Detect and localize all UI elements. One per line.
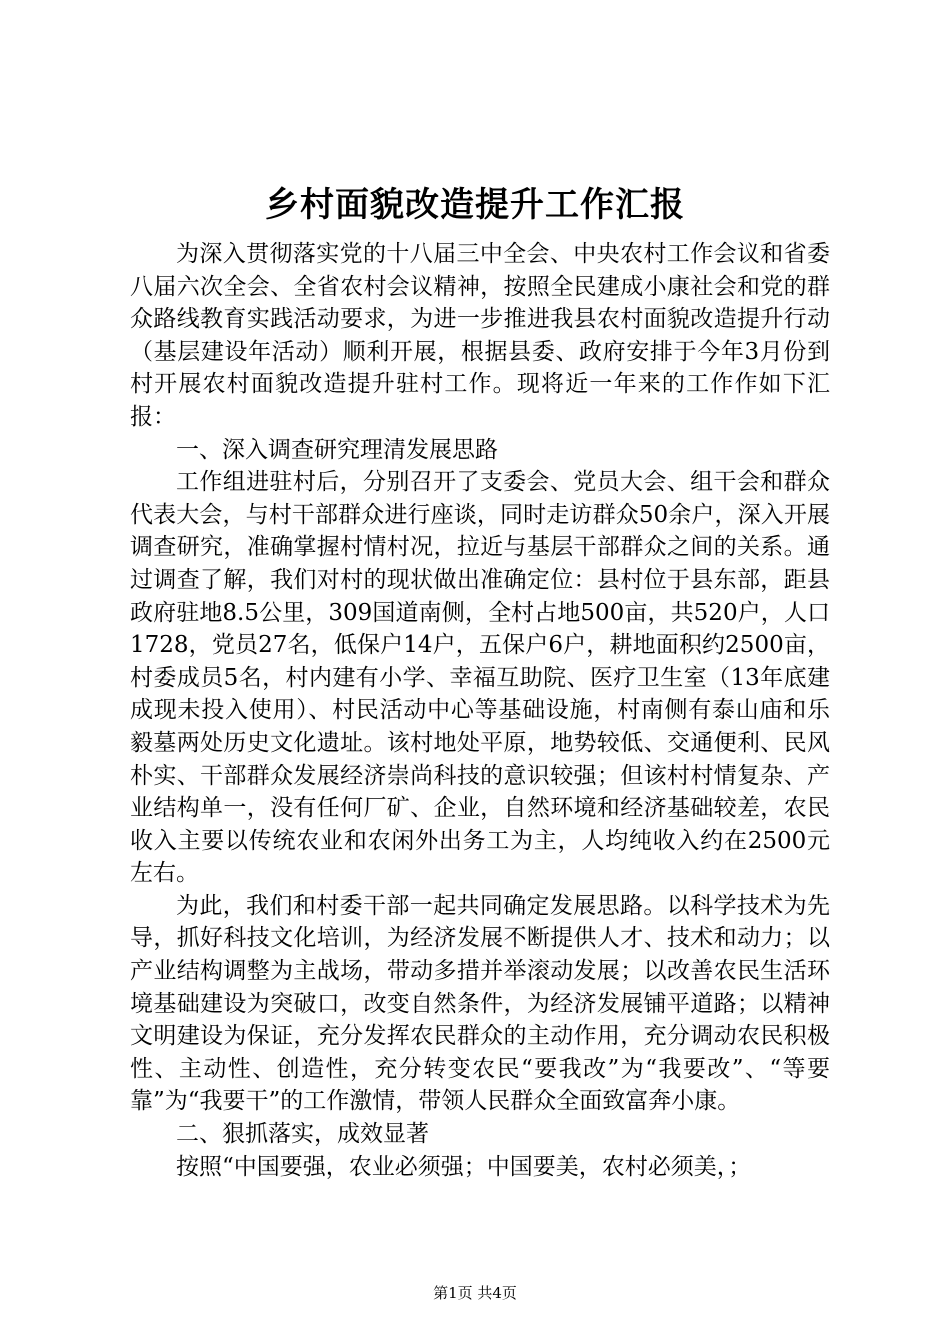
section-1-paragraph-2: 为此，我们和村委干部一起共同确定发展思路。以科学技术为先导，抓好科技文化培训，为经济发展不断提供人才、技术和动力；以产业结构调整为主战场，带动多措并举滚动发展；以改善农民生活环境基础建设为突破口，改变自然条件，为经济发展铺平道路；以精神文明建设为保证，充分发挥农民群众的主动作用，充分调动农民积极性、主动性、创造性，充分转变农民“要我改”为“我要改”、“等要靠”为“我要干”的工作激情，带领人民群众全面致富奔小康。: [130, 892, 830, 1115]
page-footer: 第1页 共4页: [433, 1284, 517, 1302]
section-heading-1: 一、深入调查研究理清发展思路: [176, 436, 498, 463]
document-body: [130, 238, 830, 1183]
document-title: 乡村面貌改造提升工作汇报: [265, 185, 685, 225]
section-2-paragraph-1: 按照“中国要强，农业必须强；中国要美，农村必须美，；: [176, 1153, 752, 1180]
intro-paragraph: 为深入贯彻落实党的十八届三中全会、中央农村工作会议和省委八届六次全会、全省农村会议精神，按照全民建成小康社会和党的群众路线教育实践活动要求，为进一步推进我县农村面貌改造提升行动（基层建设年活动）顺利开展，根据县委、政府安排于今年3月份到村开展农村面貌改造提升驻村工作。现将近一年来的工作作如下汇报：: [130, 241, 830, 430]
section-1-paragraph-1: 工作组进驻村后，分别召开了支委会、党员大会、组干会和群众代表大会，与村干部群众进行座谈，同时走访群众50余户，深入开展调查研究，准确掌握村情村况，拉近与基层干部群众之间的关系。通过调查了解，我们对村的现状做出准确定位：县村位于县东部，距县政府驻地8.5公里，309国道南侧，全村占地500亩，共520户，人口1728，党员27名，低保户14户，五保户6户，耕地面积约2500亩，村委成员5名，村内建有小学、幸福互助院、医疗卫生室（13年底建成现未投入使用）、村民活动中心等基础设施，村南侧有泰山庙和乐毅墓两处历史文化遗址。该村地处平原，地势较低、交通便利、民风朴实、干部群众发展经济崇尚科技的意识较强；但该村村情复杂、产业结构单一，没有任何厂矿、企业，自然环境和经济基础较差，农民收入主要以传统农业和农闲外出务工为主，人均纯收入约在2500元左右。: [130, 469, 830, 887]
section-heading-2: 二、狠抓落实，成效显著: [176, 1121, 429, 1148]
